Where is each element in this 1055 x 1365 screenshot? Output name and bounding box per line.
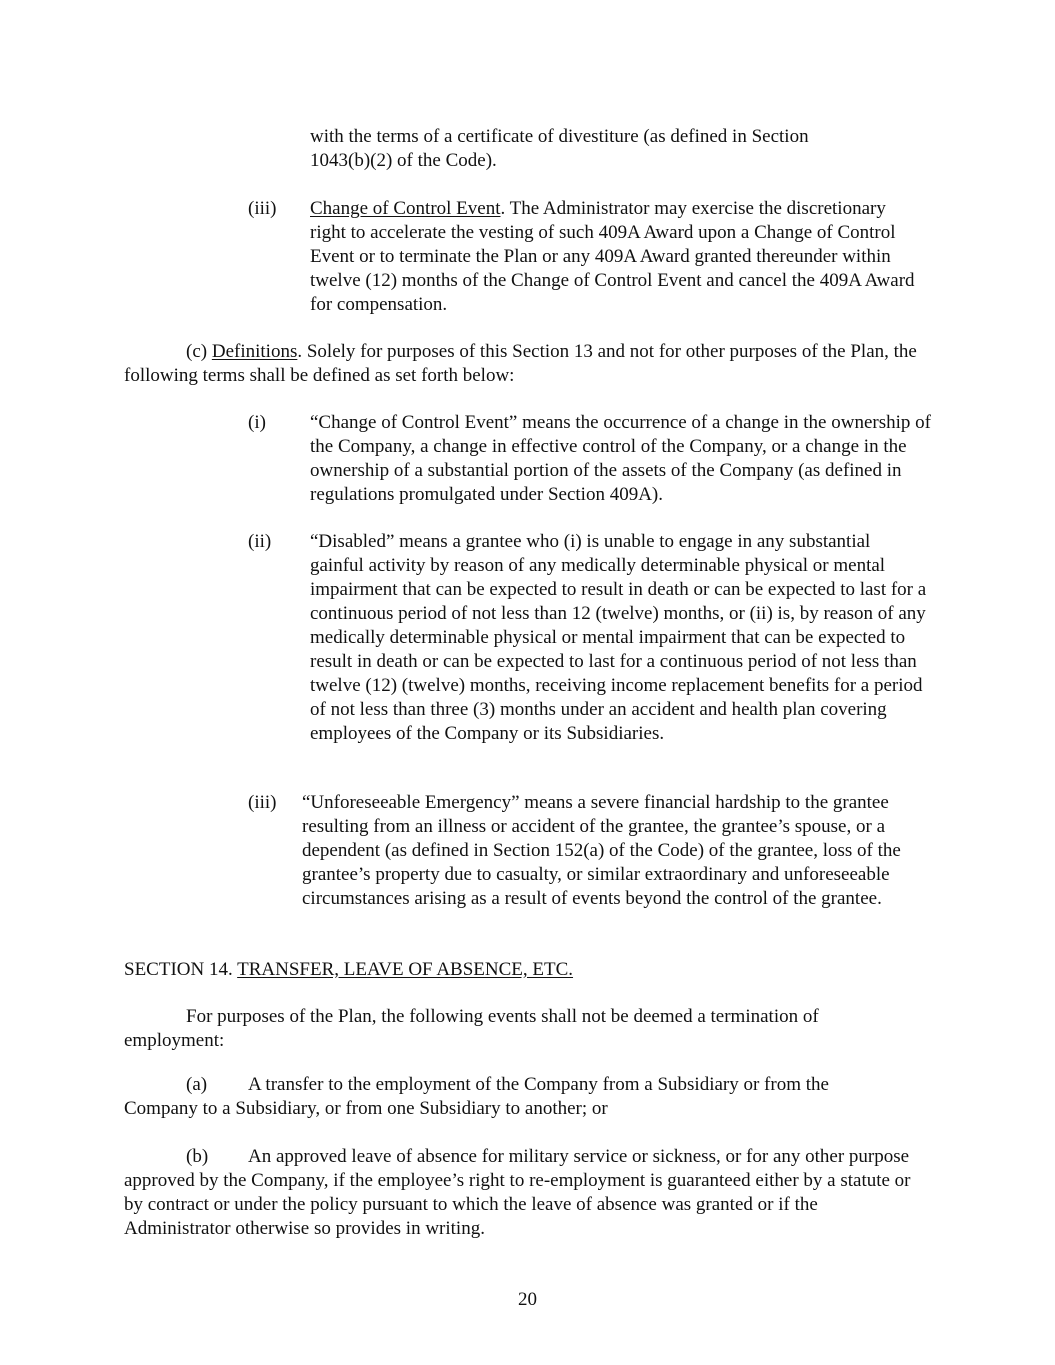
- item-number: (b): [186, 1146, 209, 1167]
- definition-number: (ii): [248, 531, 272, 552]
- item-number: (a): [186, 1074, 208, 1095]
- item-heading: Change of Control Event: [310, 198, 501, 219]
- section-c-heading: Definitions: [211, 341, 298, 362]
- section-c-label: (c): [186, 341, 212, 362]
- definition-ii: [248, 530, 938, 746]
- section-14-item-b: [124, 1145, 924, 1241]
- section-14-heading: [124, 958, 924, 982]
- section-14-title: TRANSFER, LEAVE OF ABSENCE, ETC.: [237, 959, 574, 980]
- definition-text: “Disabled” means a grantee who (i) is unable to engage in any substantial gainful activity by reason of any medically determinable physical or mental impairment that can be expected to result in death or can be expected to last for a continuous period of not less than 12 (twelve) months, or (ii) is, by reason of any medically determinable physical or mental impairment that can be expected to result in death or can be expected to last for a continuous period of not less than twelve (12) (twelve) months, receiving income replacement benefits for a period of not less than three (3) months under an accident and health plan covering employees of the Company or its Subsidiaries.: [310, 531, 927, 744]
- section-14-intro-text: For purposes of the Plan, the following events shall not be deemed a termination of employment:: [124, 1006, 819, 1051]
- definition-number: (i): [248, 412, 266, 433]
- definition-text: “Unforeseeable Emergency” means a severe financial hardship to the grantee resulting from an illness or accident of the grantee, the grantee’s spouse, or a dependent (as defined in Section 152(a) of the Code) of the grantee, loss of the grantee’s property due to casualty, or similar extraordinary and unforeseeable circumstances arising as a result of events beyond the control of the grantee.: [302, 792, 901, 909]
- definition-text: “Change of Control Event” means the occurrence of a change in the ownership of the Company, a change in effective control of the Company, or a change in the ownership of a substantial portion of the assets of the Company (as defined in regulations promulgated under Section 409A).: [310, 412, 931, 505]
- continuation-paragraph: with the terms of a certificate of divestiture (as defined in Section 1043(b)(2) of the Code).: [310, 126, 809, 171]
- subsection-b-iii: [248, 197, 918, 317]
- section-14-item-a: [124, 1073, 889, 1121]
- definition-number: (iii): [248, 792, 277, 813]
- item-text: A transfer to the employment of the Company from a Subsidiary or from the Company to a Subsidiary, or from one Subsidiary to another; or: [124, 1074, 829, 1119]
- item-text: [310, 197, 915, 317]
- item-body: . The Administrator may exercise the discretionary right to accelerate the vesting of such 409A Award upon a Change of Control Event or to terminate the Plan or any 409A Award granted thereunder within twelve (12) months of the Change of Control Event and cancel the 409A Award for compensation.: [310, 198, 915, 315]
- section-14-intro: [124, 1005, 884, 1053]
- definition-iii: [248, 791, 938, 911]
- section-c-text: . Solely for purposes of this Section 13 and not for other purposes of the Plan, the following terms shall be defined as set forth below:: [124, 341, 917, 386]
- section-c-definitions: [124, 340, 924, 388]
- page-number: 20: [518, 1289, 537, 1310]
- definition-i: [248, 411, 938, 507]
- item-text: An approved leave of absence for military service or sickness, or for any other purpose approved by the Company, if the employee’s right to re-employment is guaranteed either by a statute or by contract or under the policy pursuant to which the leave of absence was granted or if the Administrator otherwise so provides in writing.: [124, 1146, 911, 1239]
- section-14-label: SECTION 14.: [124, 959, 238, 980]
- item-number: (iii): [248, 198, 277, 219]
